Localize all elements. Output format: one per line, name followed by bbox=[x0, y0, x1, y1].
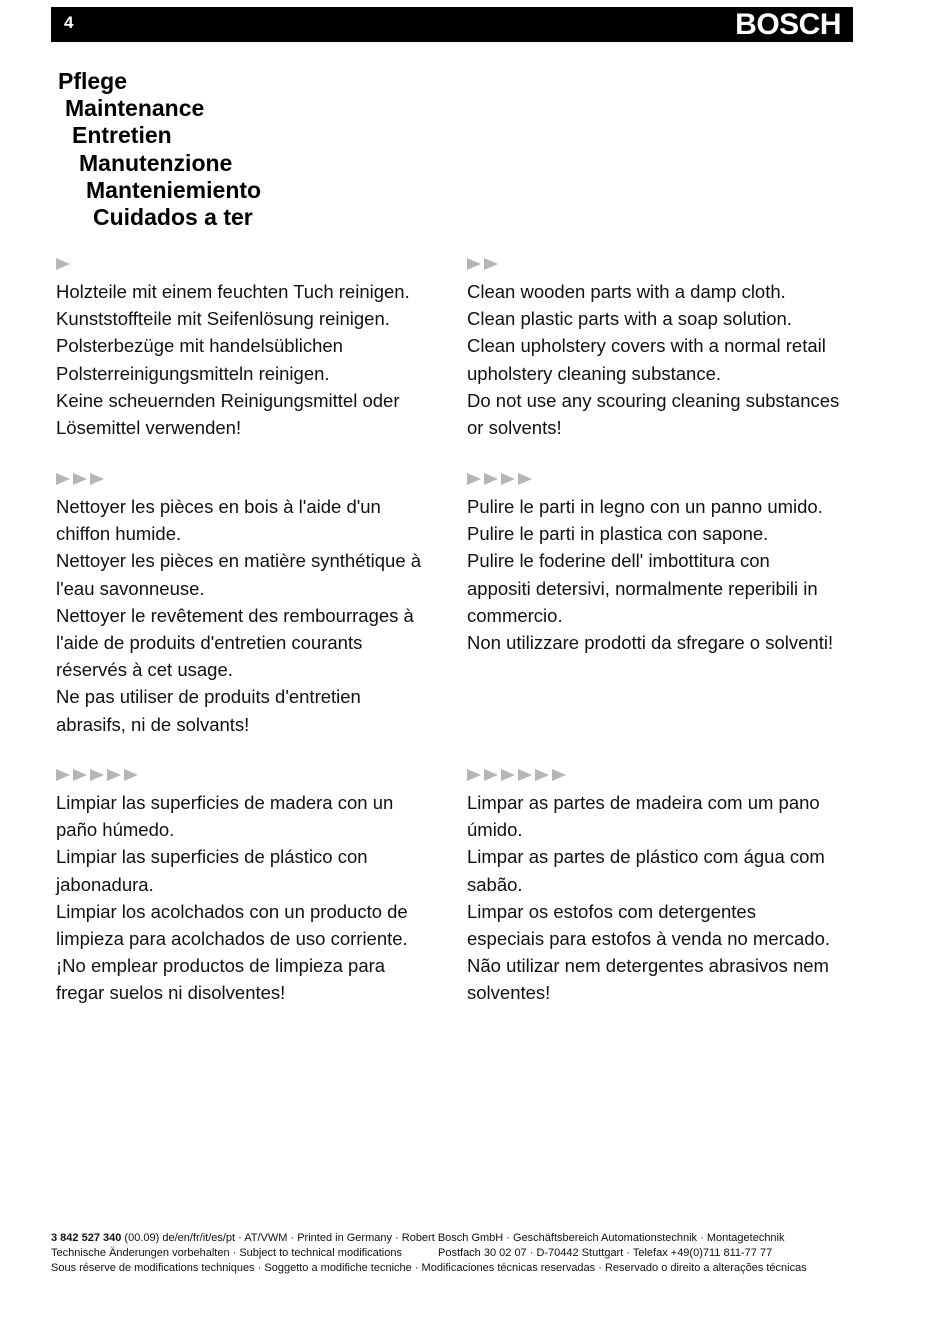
text-line: chiffon humide. bbox=[56, 523, 182, 545]
text-line: solventes! bbox=[467, 982, 551, 1004]
block-text bbox=[56, 789, 446, 1007]
title-de: Pflege bbox=[58, 68, 128, 94]
footer-line-2 bbox=[51, 1246, 881, 1261]
text-line: paño húmedo. bbox=[56, 819, 175, 841]
block-en bbox=[467, 255, 857, 441]
footer-line-2-left: Technische Änderungen vorbehalten · Subject to technical modifications bbox=[51, 1247, 402, 1259]
text-line: sabão. bbox=[467, 873, 523, 895]
text-line: Limpar os estofos com detergentes bbox=[467, 900, 756, 922]
title-it: Manutenzione bbox=[79, 149, 233, 176]
block-de bbox=[56, 255, 446, 441]
text-line: réservés à cet usage. bbox=[56, 659, 233, 681]
text-line: Clean plastic parts with a soap solution. bbox=[467, 308, 792, 330]
footer bbox=[51, 1231, 881, 1276]
language-marker bbox=[467, 470, 857, 488]
text-line: l'aide de produits d'entretien courants bbox=[56, 632, 363, 654]
bosch-logo: BOSCH bbox=[735, 8, 841, 41]
triangle-marker-icon bbox=[484, 769, 498, 781]
triangle-marker-icon bbox=[107, 769, 121, 781]
language-marker bbox=[467, 766, 857, 784]
text-line: Não utilizar nem detergentes abrasivos nem bbox=[467, 955, 829, 977]
text-line: úmido. bbox=[467, 819, 523, 841]
text-line: Holzteile mit einem feuchten Tuch reinigen. bbox=[56, 281, 410, 302]
section-titles bbox=[58, 68, 261, 231]
title-es: Manteniemiento bbox=[86, 176, 262, 203]
text-line: Limpiar las superficies de plástico con bbox=[56, 846, 368, 868]
block-fr bbox=[56, 470, 446, 738]
text-line: Pulire le parti in plastica con sapone. bbox=[467, 523, 769, 545]
triangle-marker-icon bbox=[56, 473, 70, 485]
text-line: Lösemittel verwenden! bbox=[56, 417, 242, 439]
triangle-marker-icon bbox=[56, 769, 70, 781]
text-line: Clean upholstery covers with a normal retail bbox=[467, 335, 826, 357]
text-line: appositi detersivi, normalmente reperibili in bbox=[467, 577, 818, 599]
language-marker bbox=[56, 470, 446, 488]
block-text bbox=[467, 278, 857, 441]
text-line: or solvents! bbox=[467, 417, 562, 439]
text-line: Limpar as partes de plástico com água com bbox=[467, 846, 825, 868]
text-line: Limpiar las superficies de madera con un bbox=[56, 792, 394, 813]
text-line: Non utilizzare prodotti da sfregare o solventi! bbox=[467, 632, 834, 654]
language-marker bbox=[56, 766, 446, 784]
block-pt bbox=[467, 766, 857, 1007]
text-line: Clean wooden parts with a damp cloth. bbox=[467, 281, 786, 302]
block-text bbox=[56, 493, 446, 738]
text-line: Nettoyer les pièces en bois à l'aide d'un bbox=[56, 496, 381, 517]
text-line: Pulire le foderine dell' imbottitura con bbox=[467, 550, 770, 572]
language-marker bbox=[56, 255, 446, 273]
text-line: Limpiar los acolchados con un producto de bbox=[56, 900, 408, 922]
footer-line-3: Sous réserve de modifications techniques · Soggetto a modifiche tecniche · Modificaciones técnicas reservadas · Reservado o direito a alterações técnicas bbox=[51, 1262, 807, 1274]
triangle-marker-icon bbox=[484, 473, 498, 485]
footer-line-1-rest: (00.09) de/en/fr/it/es/pt · AT/VWM · Printed in Germany · Robert Bosch GmbH · Geschäftsbereich Automationstechnik · Montagetechnik bbox=[124, 1232, 785, 1244]
text-line: Nettoyer le revêtement des rembourrages à bbox=[56, 604, 414, 626]
block-text bbox=[467, 789, 857, 1007]
text-line: Pulire le parti in legno con un panno umido. bbox=[467, 496, 823, 517]
title-pt: Cuidados a ter bbox=[93, 204, 253, 231]
footer-line-1 bbox=[51, 1231, 881, 1246]
triangle-marker-icon bbox=[535, 769, 549, 781]
triangle-marker-icon bbox=[467, 769, 481, 781]
block-text bbox=[467, 493, 857, 656]
text-line: jabonadura. bbox=[56, 873, 154, 895]
footer-line-2-right: Postfach 30 02 07 · D-70442 Stuttgart · Telefax +49(0)711 811-77 77 bbox=[438, 1247, 773, 1259]
triangle-marker-icon bbox=[501, 769, 515, 781]
triangle-marker-icon bbox=[73, 473, 87, 485]
triangle-marker-icon bbox=[467, 258, 481, 270]
title-en: Maintenance bbox=[65, 95, 205, 122]
triangle-marker-icon bbox=[518, 473, 532, 485]
text-line: fregar suelos ni disolventes! bbox=[56, 982, 286, 1004]
text-line: Limpar as partes de madeira com um pano bbox=[467, 792, 820, 813]
text-line: Keine scheuernden Reinigungsmittel oder bbox=[56, 389, 400, 411]
text-line: abrasifs, ni de solvants! bbox=[56, 713, 250, 735]
text-line: commercio. bbox=[467, 604, 563, 626]
text-line: ¡No emplear productos de limpieza para bbox=[56, 955, 386, 977]
text-line: Polsterbezüge mit handelsüblichen bbox=[56, 335, 343, 357]
title-fr: Entretien bbox=[72, 122, 172, 149]
language-marker bbox=[467, 255, 857, 273]
triangle-marker-icon bbox=[90, 473, 104, 485]
triangle-marker-icon bbox=[73, 769, 87, 781]
text-line: l'eau savonneuse. bbox=[56, 577, 205, 599]
block-it bbox=[467, 470, 857, 656]
triangle-marker-icon bbox=[484, 258, 498, 270]
triangle-marker-icon bbox=[56, 258, 70, 270]
block-text bbox=[56, 278, 446, 441]
triangle-marker-icon bbox=[90, 769, 104, 781]
page-number: 4 bbox=[64, 13, 74, 32]
triangle-marker-icon bbox=[552, 769, 566, 781]
block-es bbox=[56, 766, 446, 1007]
doc-number: 3 842 527 340 bbox=[51, 1232, 122, 1244]
text-line: limpieza para acolchados de uso corriente. bbox=[56, 928, 408, 950]
text-line: Polsterreinigungsmitteln reinigen. bbox=[56, 362, 330, 384]
text-line: Do not use any scouring cleaning substances bbox=[467, 389, 840, 411]
text-line: Kunststoffteile mit Seifenlösung reinigen. bbox=[56, 308, 390, 330]
triangle-marker-icon bbox=[467, 473, 481, 485]
text-line: Nettoyer les pièces en matière synthétique à bbox=[56, 550, 422, 572]
text-line: upholstery cleaning substance. bbox=[467, 362, 722, 384]
header-bar bbox=[51, 7, 853, 42]
text-line: especiais para estofos à venda no mercado. bbox=[467, 928, 831, 950]
triangle-marker-icon bbox=[501, 473, 515, 485]
triangle-marker-icon bbox=[518, 769, 532, 781]
text-line: Ne pas utiliser de produits d'entretien bbox=[56, 686, 361, 708]
triangle-marker-icon bbox=[124, 769, 138, 781]
